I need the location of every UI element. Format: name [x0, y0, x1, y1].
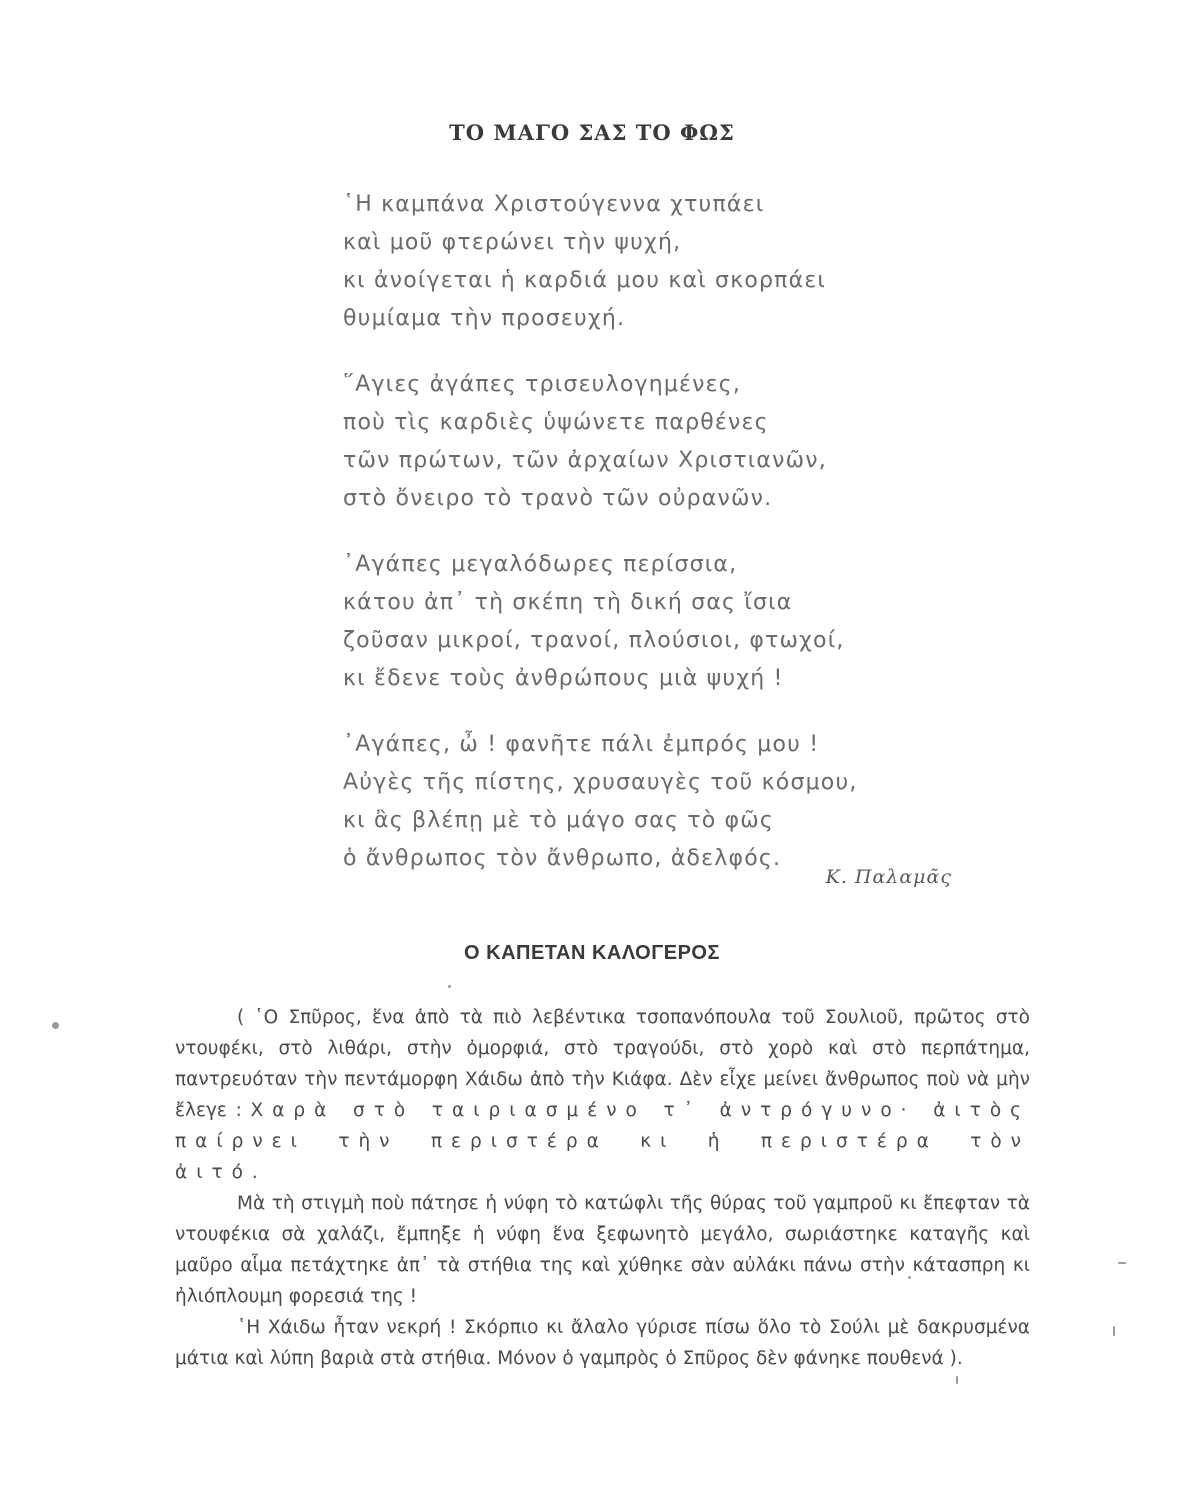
- poem-author: Κ. Παλαμᾶς: [825, 866, 952, 888]
- story-paragraph-1: [175, 1002, 1030, 1188]
- story-paragraph-1-text: ( ῾Ο Σπῦρος, ἕνα ἀπὸ τὰ πιὸ λεβέντικα τσοπανόπουλα τοῦ Σουλιοῦ, πρῶτος στὸ ντουφέκι, στὸ λιθάρι, στὴν ὀμορφιά, στὸ τραγούδι, στὸ χορὸ καὶ στὸ περπάτημα, παντρευόταν τὴν πεντάμορφη Χάιδω ἀπὸ τὴν Κιάφα. Δὲν εἶχε μείνει ἄνθρωπος ποὺ νὰ μὴν ἔλεγε :: [175, 1007, 1030, 1121]
- stanza-3: [343, 546, 903, 698]
- poem-title: ΤΟ ΜΑΓΟ ΣΑΣ ΤΟ ΦΩΣ: [449, 120, 735, 145]
- stanza-1: [343, 186, 903, 338]
- poem-line: θυμίαμα τὴν προσευχή.: [343, 306, 626, 331]
- poem-line: Αὐγὲς τῆς πίστης, χρυσαυγὲς τοῦ κόσμου,: [343, 770, 858, 795]
- scan-speck: [1113, 1326, 1115, 1336]
- story-paragraph-2: Μὰ τὴ στιγμὴ ποὺ πάτησε ἡ νύφη τὸ κατώφλι τῆς θύρας τοῦ γαμπροῦ κι ἔπεφταν τὰ ντουφέκια σὰ χαλάζι, ἔμπηξε ἡ νύφη ἕνα ξεφωνητὸ μεγάλο, σωριάστηκε καταγῆς καὶ μαῦρο αἷμα πετάχτηκε ἀπ᾿ τὰ στήθια της καὶ χύθηκε σὰν αὐλάκι πάνω στὴν κάτασπρη κι ἠλιόπλουμη φορεσιά της !: [175, 1193, 1030, 1307]
- poem-body: [343, 186, 903, 906]
- scan-speck: [448, 985, 451, 988]
- story-title: Ο ΚΑΠΕΤΑΝ ΚΑΛΟΓΕΡΟΣ: [464, 942, 720, 964]
- poem-line: κι ἀνοίγεται ἡ καρδιά μου καὶ σκορπάει: [343, 268, 827, 293]
- story-paragraph-3: ῾Η Χάιδω ἦταν νεκρή ! Σκόρπιο κι ἄλαλο γύρισε πίσω ὅλο τὸ Σούλι μὲ δακρυσμένα μάτια καὶ λύπη βαριὰ στὰ στήθια. Μόνον ὁ γαμπρὸς ὁ Σπῦρος δὲν φάνηκε πουθενά ).: [175, 1317, 1030, 1369]
- scan-speck: [1118, 1262, 1126, 1264]
- spaced-proverb: Χαρὰ στὸ ταιριασμένο τ᾿ ἀντρόγυνο· ἀιτὸς παίρνει τὴν περιστέρα κι ἡ περιστέρα τὸν ἀιτό.: [175, 1100, 1031, 1183]
- poem-line: καὶ μοῦ φτερώνει τὴν ψυχή,: [343, 230, 682, 255]
- scan-speck: [52, 1022, 59, 1029]
- poem-line: κάτου ἀπ᾿ τὴ σκέπη τὴ δική σας ἴσια: [343, 590, 793, 615]
- poem-line: στὸ ὄνειρο τὸ τρανὸ τῶν οὐρανῶν.: [343, 486, 773, 511]
- stanza-4: [343, 726, 903, 878]
- poem-line: ᾿Αγάπες, ὦ ! φανῆτε πάλι ἐμπρός μου !: [343, 732, 820, 757]
- poem-line: ὁ ἄνθρωπος τὸν ἄνθρωπο, ἀδελφός.: [343, 846, 782, 871]
- stanza-2: [343, 366, 903, 518]
- poem-line: τῶν πρώτων, τῶν ἀρχαίων Χριστιανῶν,: [343, 448, 827, 473]
- poem-line: ζοῦσαν μικροί, τρανοί, πλούσιοι, φτωχοί,: [343, 628, 845, 653]
- poem-line: ᾿Αγάπες μεγαλόδωρες περίσσια,: [343, 552, 738, 577]
- poem-line: κι ἂς βλέπῃ μὲ τὸ μάγο σας τὸ φῶς: [343, 808, 774, 833]
- poem-line: ποὺ τὶς καρδιὲς ὑψώνετε παρθένες: [343, 410, 769, 435]
- poem-line: ῞Αγιες ἀγάπες τρισευλογημένες,: [343, 372, 742, 397]
- poem-line: κι ἔδενε τοὺς ἀνθρώπους μιὰ ψυχή !: [343, 666, 784, 691]
- poem-line: ῾Η καμπάνα Χριστούγεννα χτυπάει: [343, 192, 765, 217]
- scan-speck: [908, 1276, 911, 1279]
- scan-speck: [956, 1376, 958, 1384]
- story-body: [175, 1002, 1030, 1374]
